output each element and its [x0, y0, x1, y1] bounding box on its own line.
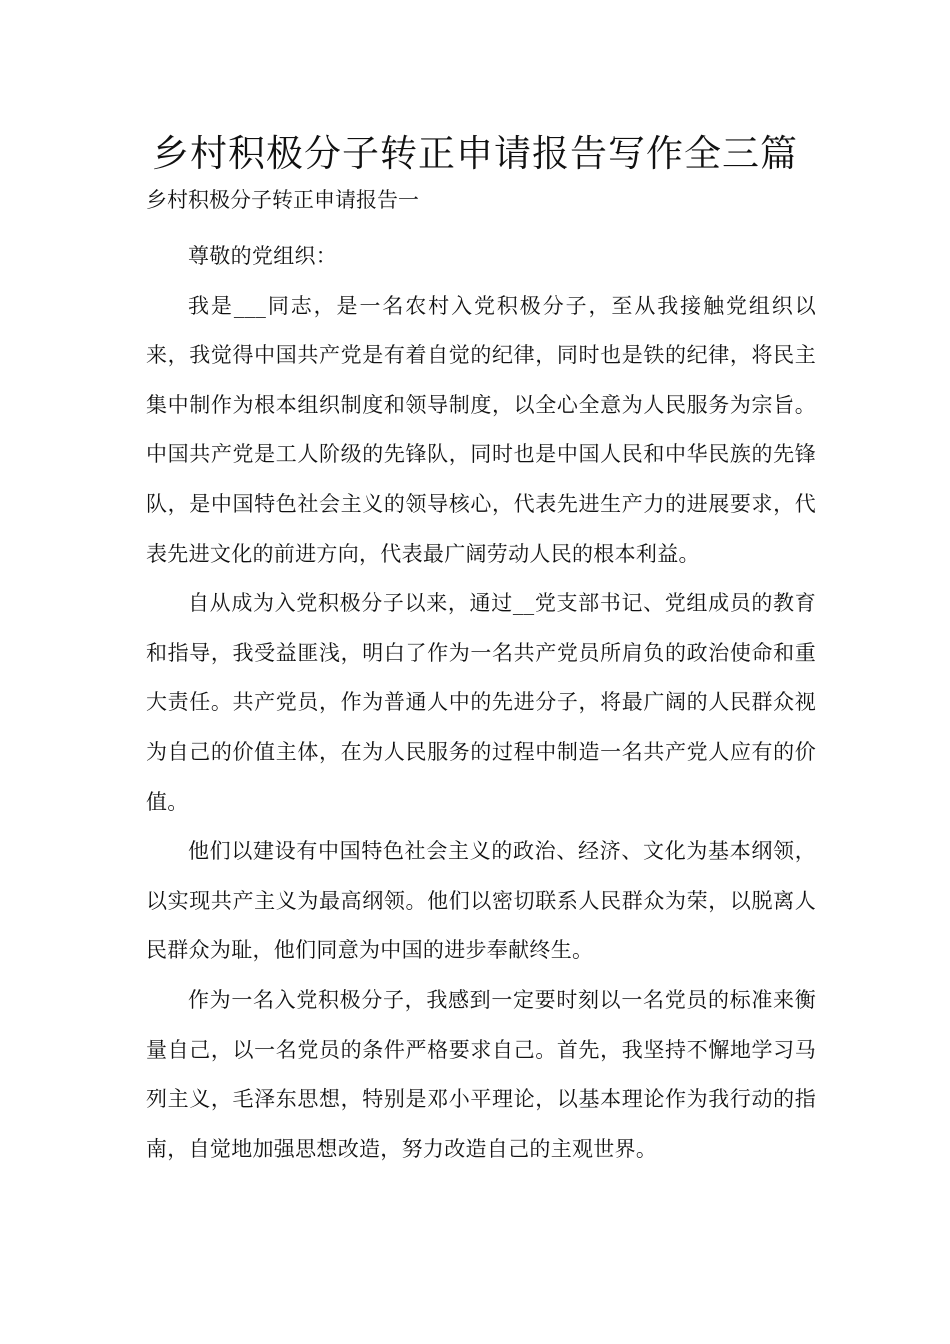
body-paragraph: 他们以建设有中国特色社会主义的政治、经济、文化为基本纲领，以实现共产主义为最高纲领。他们以密切联系人民群众为荣，以脱离人民群众为耻，他们同意为中国的进步奉献终生。 [146, 839, 816, 963]
salutation-paragraph: 尊敬的党组织： [188, 244, 338, 268]
body-paragraph: 作为一名入党积极分子，我感到一定要时刻以一名党员的标准来衡量自己，以一名党员的条件严格要求自己。首先，我坚持不懈地学习马列主义，毛泽东思想，特别是邓小平理论，以基本理论作为我行动的指南，自觉地加强思想改造，努力改造自己的主观世界。 [146, 987, 816, 1161]
document-body [146, 232, 816, 1174]
body-paragraph: 我是___同志，是一名农村入党积极分子，至从我接触党组织以来，我觉得中国共产党是有着自觉的纪律，同时也是铁的纪律，将民主集中制作为根本组织制度和领导制度，以全心全意为人民服务为宗旨。中国共产党是工人阶级的先锋队，同时也是中国人民和中华民族的先锋队，是中国特色社会主义的领导核心，代表先进生产力的进展要求，代表先进文化的前进方向，代表最广阔劳动人民的根本利益。 [146, 293, 816, 566]
document-title: 乡村积极分子转正申请报告写作全三篇 [152, 132, 798, 175]
body-paragraph: 自从成为入党积极分子以来，通过__党支部书记、党组成员的教育和指导，我受益匪浅，明白了作为一名共产党员所肩负的政治使命和重大责任。共产党员，作为普通人中的先进分子，将最广阔的人民群众视为自己的价值主体，在为人民服务的过程中制造一名共产党人应有的价值。 [146, 591, 816, 814]
document-subtitle: 乡村积极分子转正申请报告一 [146, 188, 419, 212]
